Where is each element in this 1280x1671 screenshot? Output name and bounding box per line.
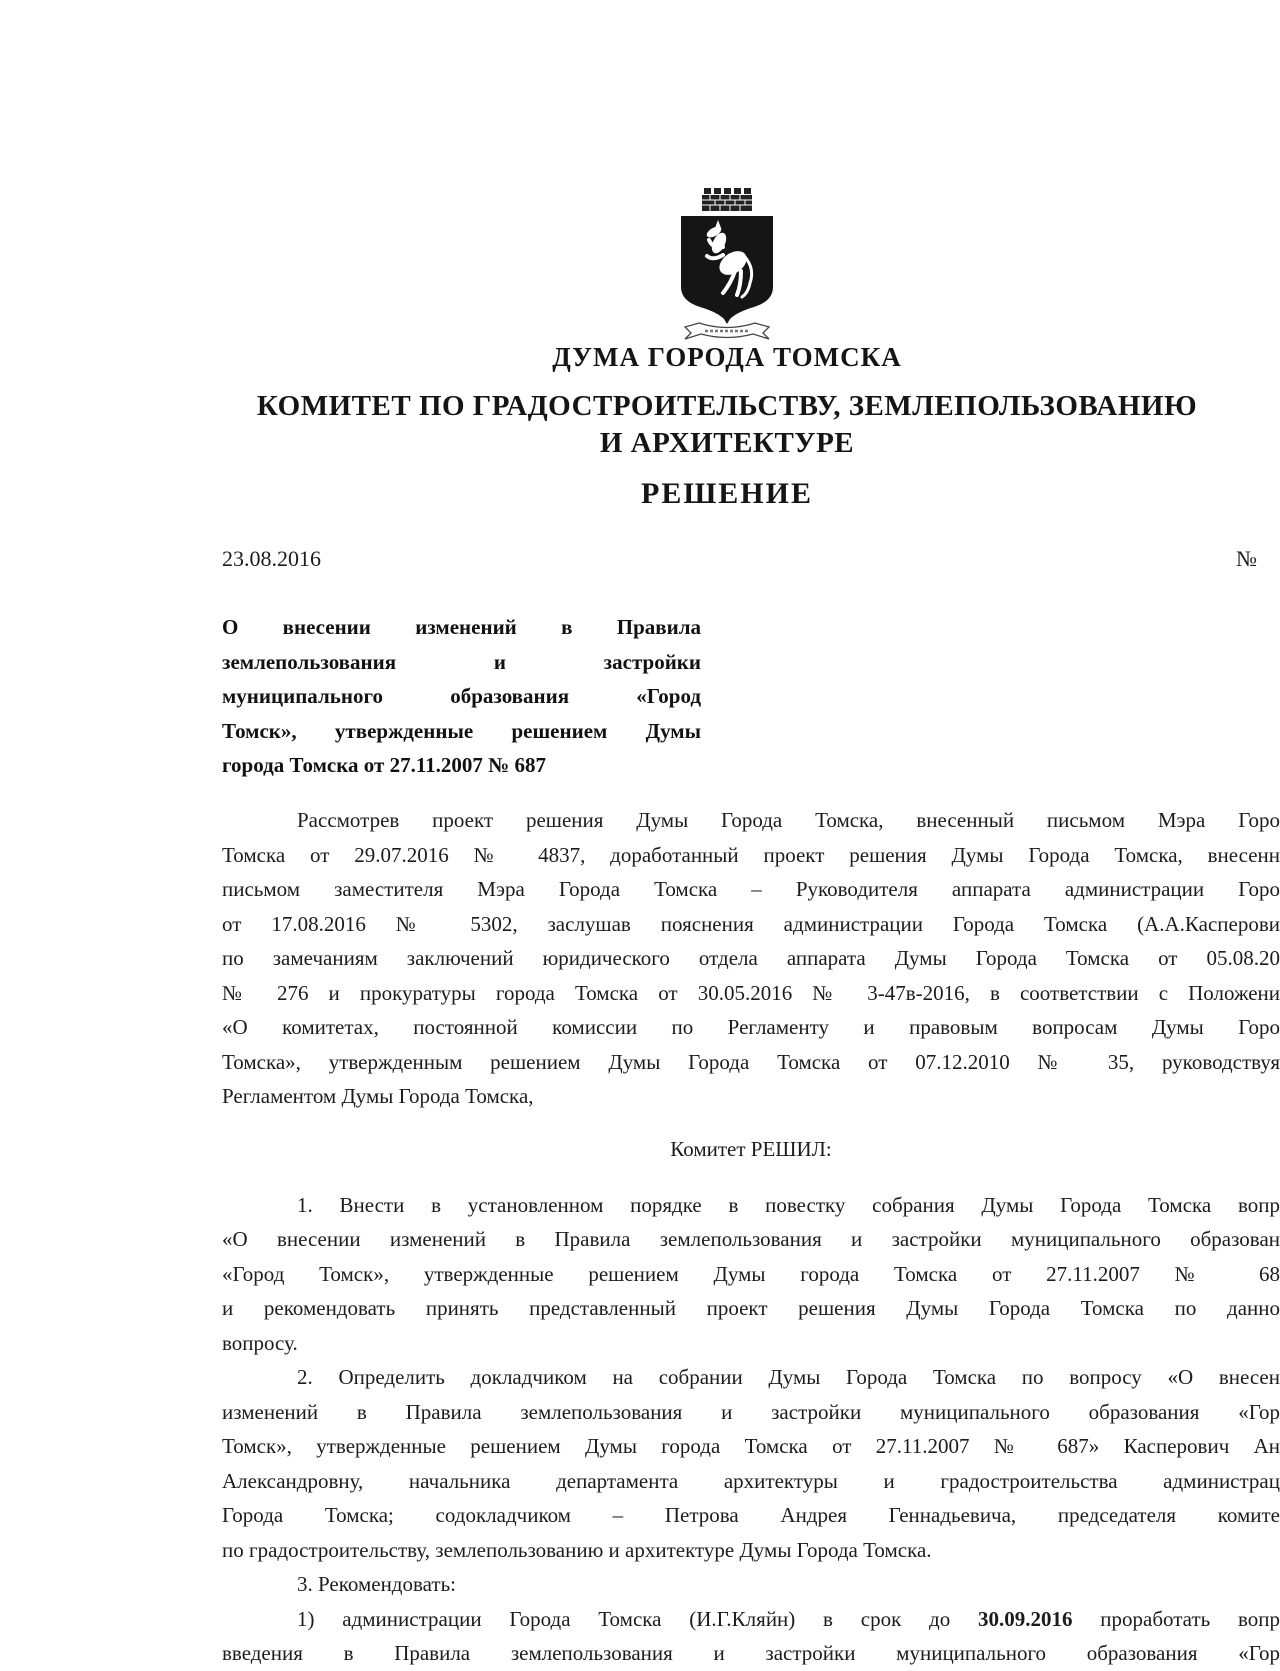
committee-title [222, 388, 1232, 462]
item1-line: вопросу. [222, 1326, 1280, 1361]
item1-line: 1. Внести в установленном порядке в повестку собрания Думы Города Томска вопр [222, 1188, 1280, 1223]
deadline-date: 30.09.2016 [978, 1607, 1073, 1631]
item2-line: по градостроительству, землепользованию и архитектуре Думы Города Томска. [222, 1533, 1280, 1568]
document-number-label: № [1236, 546, 1257, 572]
document-date: 23.08.2016 [222, 546, 321, 571]
item2-line: Александровну, начальника департамента архитектуры и градостроительства администрац [222, 1464, 1280, 1499]
preamble-line: по замечаниям заключений юридического отдела аппарата Думы Города Томска от 05.08.20 [222, 941, 1280, 976]
preamble-line: Томска от 29.07.2016 № 4837, доработанный проект решения Думы Города Томска, внесенн [222, 838, 1280, 873]
organization-title: ДУМА ГОРОДА ТОМСКА [222, 342, 1232, 373]
subject-block [222, 610, 701, 783]
item2-line: Города Томска; содокладчиком – Петрова Андрея Геннадьевича, председателя комите [222, 1498, 1280, 1533]
body-text [222, 803, 1280, 1671]
preamble-line: Рассмотрев проект решения Думы Города Томска, внесенный письмом Мэра Горо [222, 803, 1280, 838]
preamble-line: письмом заместителя Мэра Города Томска – Руководителя аппарата администрации Горо [222, 872, 1280, 907]
preamble-line: от 17.08.2016 № 5302, заслушав пояснения администрации Города Томска (А.А.Касперови [222, 907, 1280, 942]
preamble-line: «О комитетах, постоянной комиссии по Регламенту и правовым вопросам Думы Горо [222, 1010, 1280, 1045]
mural-crown-icon [702, 188, 752, 211]
item2-line: 2. Определить докладчиком на собрании Думы Города Томска по вопросу «О внесен [222, 1360, 1280, 1395]
item1-line: и рекомендовать принять представленный проект решения Думы Города Томска по данно [222, 1291, 1280, 1326]
item3-sub1-line [222, 1602, 1280, 1637]
committee-title-line2: И АРХИТЕКТУРЕ [222, 425, 1232, 462]
committee-title-line1: КОМИТЕТ ПО ГРАДОСТРОИТЕЛЬСТВУ, ЗЕМЛЕПОЛЬЗОВАНИЮ [222, 388, 1232, 425]
item3-heading: 3. Рекомендовать: [222, 1567, 1280, 1602]
item2-line: Томск», утвержденные решением Думы города Томска от 27.11.2007 № 687» Касперович Ан [222, 1429, 1280, 1464]
tomsk-coat-of-arms-icon [677, 183, 777, 341]
date-number-row [222, 546, 1280, 572]
item3-sub1-after: проработать вопр [1073, 1607, 1280, 1631]
subject-line: Томск», утвержденные решением Думы [222, 714, 701, 749]
document-type-title: РЕШЕНИЕ [222, 477, 1232, 511]
item1-line: «О внесении изменений в Правила землепользования и застройки муниципального образован [222, 1222, 1280, 1257]
shield-icon [681, 216, 773, 324]
subject-line: города Томска от 27.11.2007 № 687 [222, 748, 701, 783]
item1-line: «Город Томск», утвержденные решением Думы города Томска от 27.11.2007 № 68 [222, 1257, 1280, 1292]
ribbon-icon [685, 323, 769, 339]
subject-line: землепользования и застройки [222, 645, 701, 680]
item3-sub1-before: 1) администрации Города Томска (И.Г.Кляйн) в срок до [297, 1607, 978, 1631]
resolution-heading: Комитет РЕШИЛ: [222, 1132, 1280, 1167]
item2-line: изменений в Правила землепользования и застройки муниципального образования «Гор [222, 1395, 1280, 1430]
coat-of-arms [222, 183, 1232, 346]
preamble-line: № 276 и прокуратуры города Томска от 30.05.2016 № 3-47в-2016, в соответствии с Положени [222, 976, 1280, 1011]
clipped-last-line: введения в Правила землепользования и застройки муниципального образования «Гор [222, 1636, 1280, 1671]
preamble-line: Томска», утвержденным решением Думы Города Томска от 07.12.2010 № 35, руководствуя [222, 1045, 1280, 1080]
subject-line: О внесении изменений в Правила [222, 610, 701, 645]
subject-line: муниципального образования «Город [222, 679, 701, 714]
preamble-line: Регламентом Думы Города Томска, [222, 1079, 1280, 1114]
